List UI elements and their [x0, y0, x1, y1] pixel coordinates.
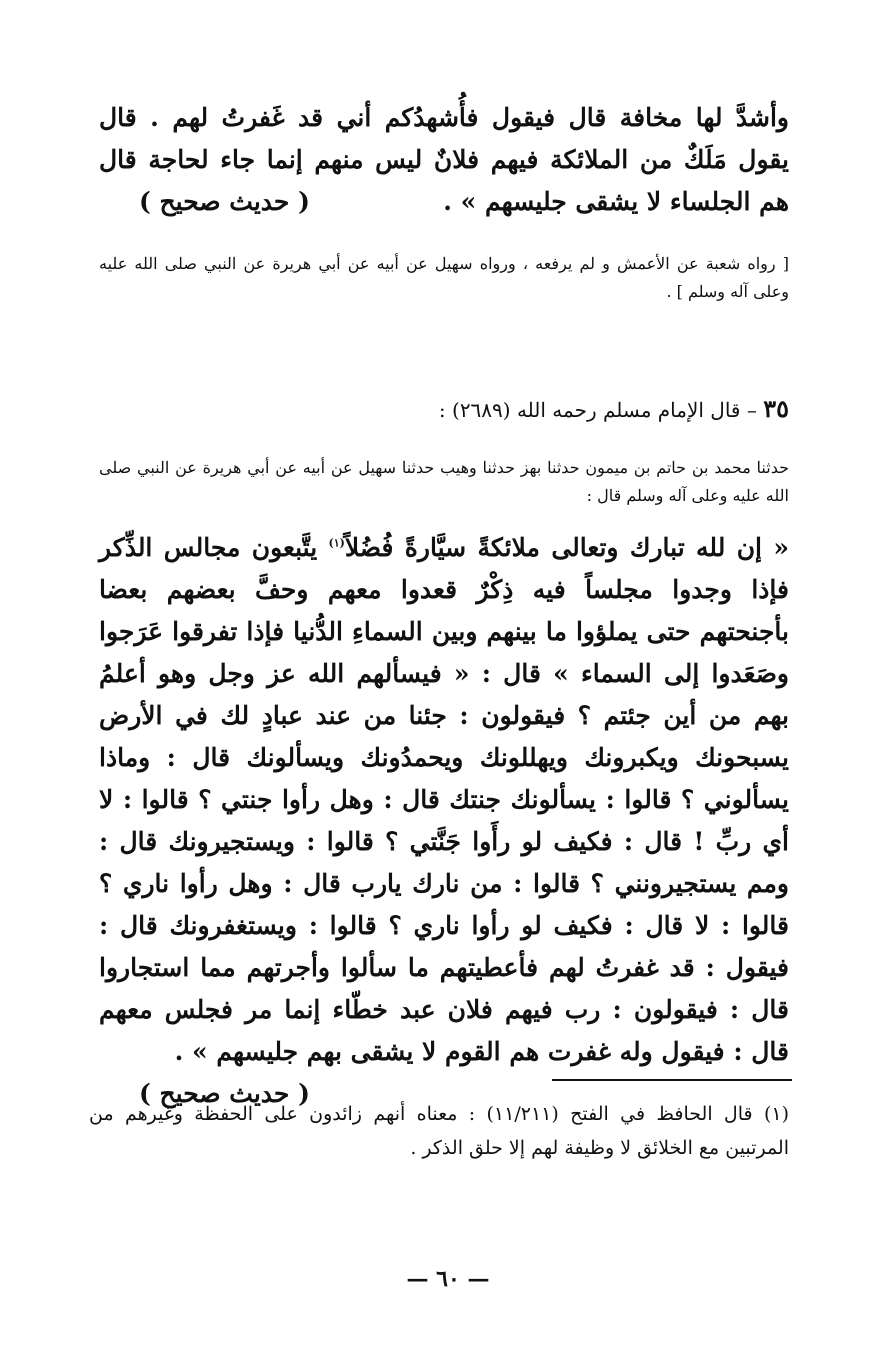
hadith-35-matn	[99, 527, 789, 1115]
page-number: — ٦٠ —	[406, 1266, 490, 1292]
top-hadith-note: [ رواه شعبة عن الأعمش و لم يرفعه ، ورواه سهيل عن أبيه عن أبي هريرة عن النبي صلى الله عليه وعلى آله وسلم ] .	[99, 254, 790, 301]
top-hadith	[99, 97, 789, 223]
matn-part-2: يتَّبعون مجالس الذِّكر فإذا وجدوا مجلساً فيه ذِكْرٌ قعدوا معهم وحفَّ بعضهم بعضا بأجنحتهم حتى يملؤوا ما بينهم وبين السماءِ الدُّنيا فإذا تفرقوا عَرَجوا وصَعَدوا إلى السماء » قال : « فيسألهم الله عز وجل وهو أعلمُ بهم من أين جئتم ؟ فيقولون : جئنا من عند عبادٍ لك في الأرض يسبحونك ويكبرونك ويهللونك ويحمدُونك ويسألونك قال : وماذا يسألوني ؟ قالوا : يسألونك جنتك قال : وهل رأوا جنتي ؟ قالوا : لا أي ربِّ ! قال : فكيف لو رأَوا جَنَّتي ؟ قالوا : ويستجيرونك قال : ومم يستجيرونني ؟ قالوا : من نارك يارب قال : وهل رأوا ناري ؟ قالوا : لا قال : فكيف لو رأوا ناري ؟ قالوا : ويستغفرونك قال : فيقول : قد غفرتُ لهم فأعطيتهم ما سألوا وأجرتهم مما استجاروا قال : فيقولون : رب فيهم فلان عبد خطّاء إنما مر فجلس معهم قال : فيقول وله غفرت هم القوم لا يشقى بهم جليسهم » .	[99, 533, 789, 1066]
hadith-number: ٣٥	[763, 394, 789, 423]
footnote-reference: (١)	[328, 536, 345, 550]
hadith-35-heading	[99, 393, 789, 426]
matn-part-1: « إن لله تبارك وتعالى ملائكةً سيَّارةً فُضُلاً	[344, 533, 789, 562]
footnote-divider	[552, 1079, 792, 1081]
hadith-35-isnad: حدثنا محمد بن حاتم بن ميمون حدثنا بهز حدثنا وهيب حدثنا سهيل عن أبيه عن أبي هريرة عن النبي صلى الله عليه وعلى آله وسلم قال :	[99, 458, 789, 505]
top-hadith-text: وأشدَّ لها مخافة قال فيقول فأُشهدُكم أني قد غَفرتُ لهم . قال يقول مَلَكٌ من الملائكة فيهم فلانٌ ليس منهم إنما جاء لحاجة قال هم الجلساء لا يشقى جليسهم » .	[99, 103, 789, 216]
hadith-35-grade: ( حديث صحيح )	[139, 1079, 310, 1108]
footnote: (١) قال الحافظ في الفتح (١١/٢١١) : معناه أنهم زائدون على الحفظة وغيرهم من المرتبين مع الخلائق لا وظيفة لهم إلا حلق الذكر .	[89, 1103, 789, 1159]
hadith-heading-text: – قال الإمام مسلم رحمه الله (٢٦٨٩) :	[438, 398, 757, 422]
top-hadith-grade: ( حديث صحيح )	[139, 187, 310, 216]
